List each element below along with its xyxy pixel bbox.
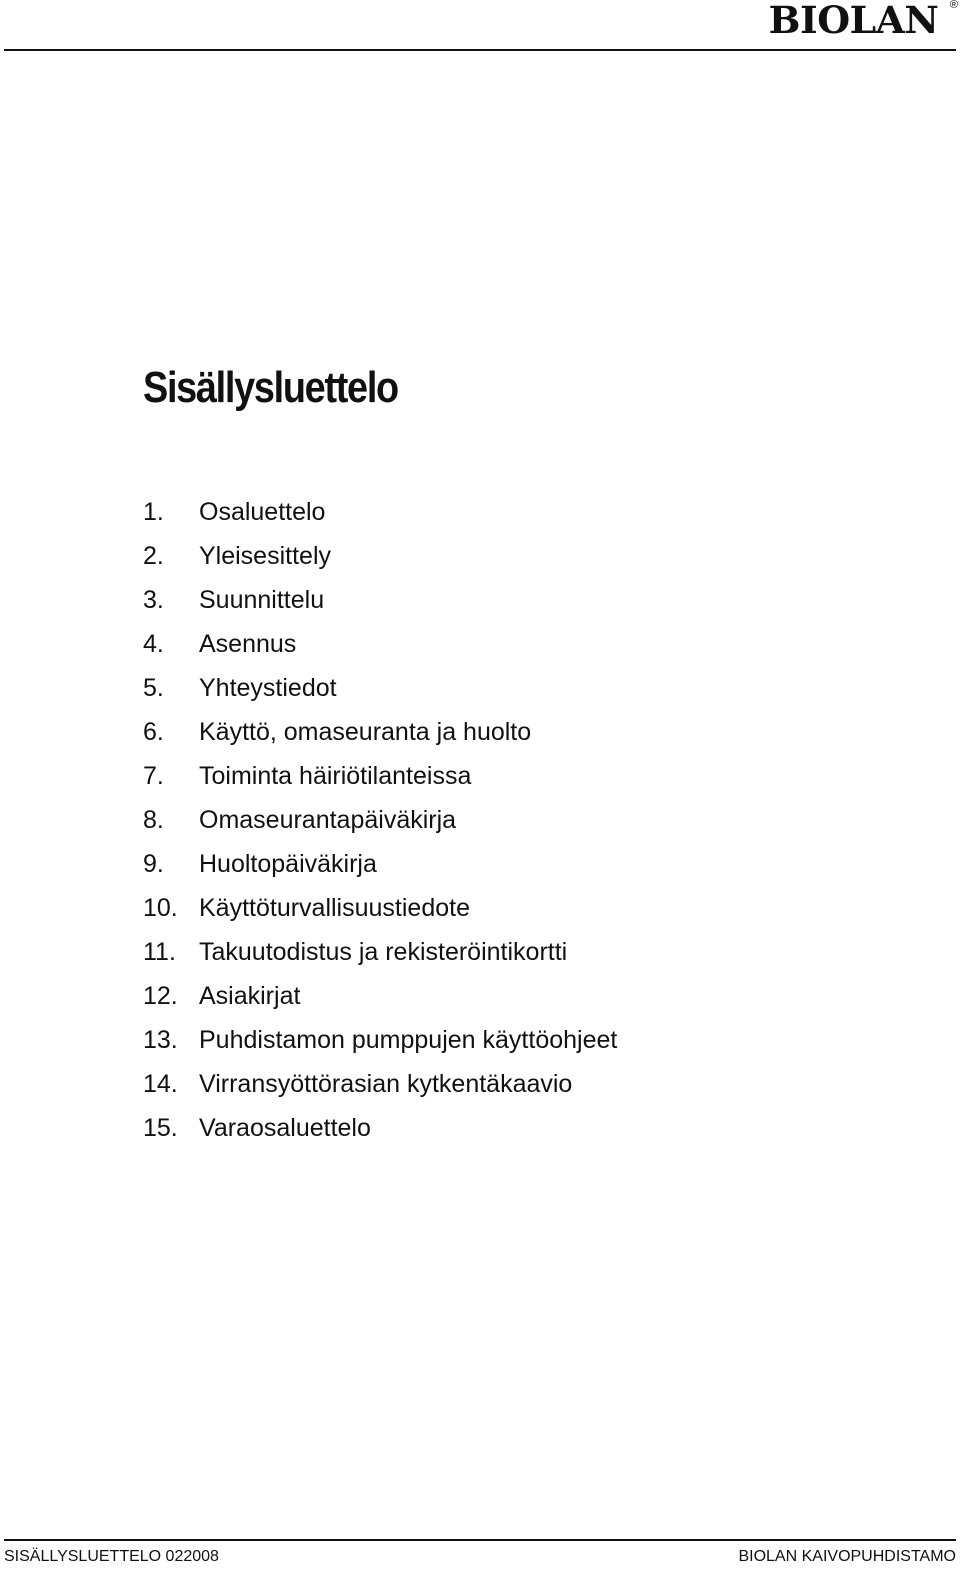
toc-item-5 <box>143 668 617 712</box>
toc-number: 8. <box>143 806 164 834</box>
brand-logo: BIOLAN <box>768 0 938 42</box>
footer-product-name: BIOLAN KAIVOPUHDISTAMO <box>738 1548 956 1565</box>
toc-item-2 <box>143 536 617 580</box>
toc-item-6 <box>143 712 617 756</box>
toc-label: Käyttö, omaseuranta ja huolto <box>199 718 532 746</box>
page-title: Sisällysluettelo <box>143 363 398 412</box>
toc-label: Suunnittelu <box>199 586 325 614</box>
footer-document-code: SISÄLLYSLUETTELO 022008 <box>4 1548 219 1565</box>
toc-label: Yleisesittely <box>199 542 331 570</box>
toc-number: 2. <box>143 542 164 570</box>
toc-label: Toiminta häiriötilanteissa <box>199 762 472 790</box>
toc-number: 12. <box>143 982 178 1010</box>
toc-number: 4. <box>143 630 164 658</box>
toc-label: Varaosaluettelo <box>199 1114 371 1142</box>
toc-item-14 <box>143 1064 617 1108</box>
toc-label: Huoltopäiväkirja <box>199 850 377 878</box>
page-header <box>0 0 960 52</box>
toc-label: Omaseurantapäiväkirja <box>199 806 457 834</box>
table-of-contents <box>143 492 617 1152</box>
toc-item-13 <box>143 1020 617 1064</box>
toc-number: 11. <box>143 938 176 966</box>
toc-number: 15. <box>143 1114 178 1142</box>
toc-item-10 <box>143 888 617 932</box>
toc-number: 14. <box>143 1070 178 1098</box>
toc-item-4 <box>143 624 617 668</box>
toc-number: 1. <box>143 498 164 526</box>
toc-label: Puhdistamon pumppujen käyttöohjeet <box>199 1026 618 1054</box>
toc-item-11 <box>143 932 617 976</box>
toc-label: Asiakirjat <box>199 982 301 1010</box>
toc-item-3 <box>143 580 617 624</box>
toc-number: 5. <box>143 674 164 702</box>
toc-item-7 <box>143 756 617 800</box>
toc-number: 10. <box>143 894 178 922</box>
toc-number: 6. <box>143 718 164 746</box>
toc-label: Asennus <box>199 630 297 658</box>
toc-item-12 <box>143 976 617 1020</box>
toc-label: Takuutodistus ja rekisteröintikortti <box>199 938 568 966</box>
toc-label: Osaluettelo <box>199 498 326 526</box>
toc-label: Yhteystiedot <box>199 674 337 702</box>
toc-number: 7. <box>143 762 164 790</box>
header-divider <box>4 49 956 51</box>
toc-number: 13. <box>143 1026 178 1054</box>
registered-mark: ® <box>949 0 958 11</box>
toc-number: 9. <box>143 850 164 878</box>
toc-label: Käyttöturvallisuustiedote <box>199 894 470 922</box>
toc-item-1 <box>143 492 617 536</box>
toc-item-9 <box>143 844 617 888</box>
toc-number: 3. <box>143 586 164 614</box>
toc-item-8 <box>143 800 617 844</box>
toc-item-15 <box>143 1108 617 1152</box>
toc-label: Virransyöttörasian kytkentäkaavio <box>199 1070 573 1098</box>
footer-divider <box>4 1539 956 1541</box>
